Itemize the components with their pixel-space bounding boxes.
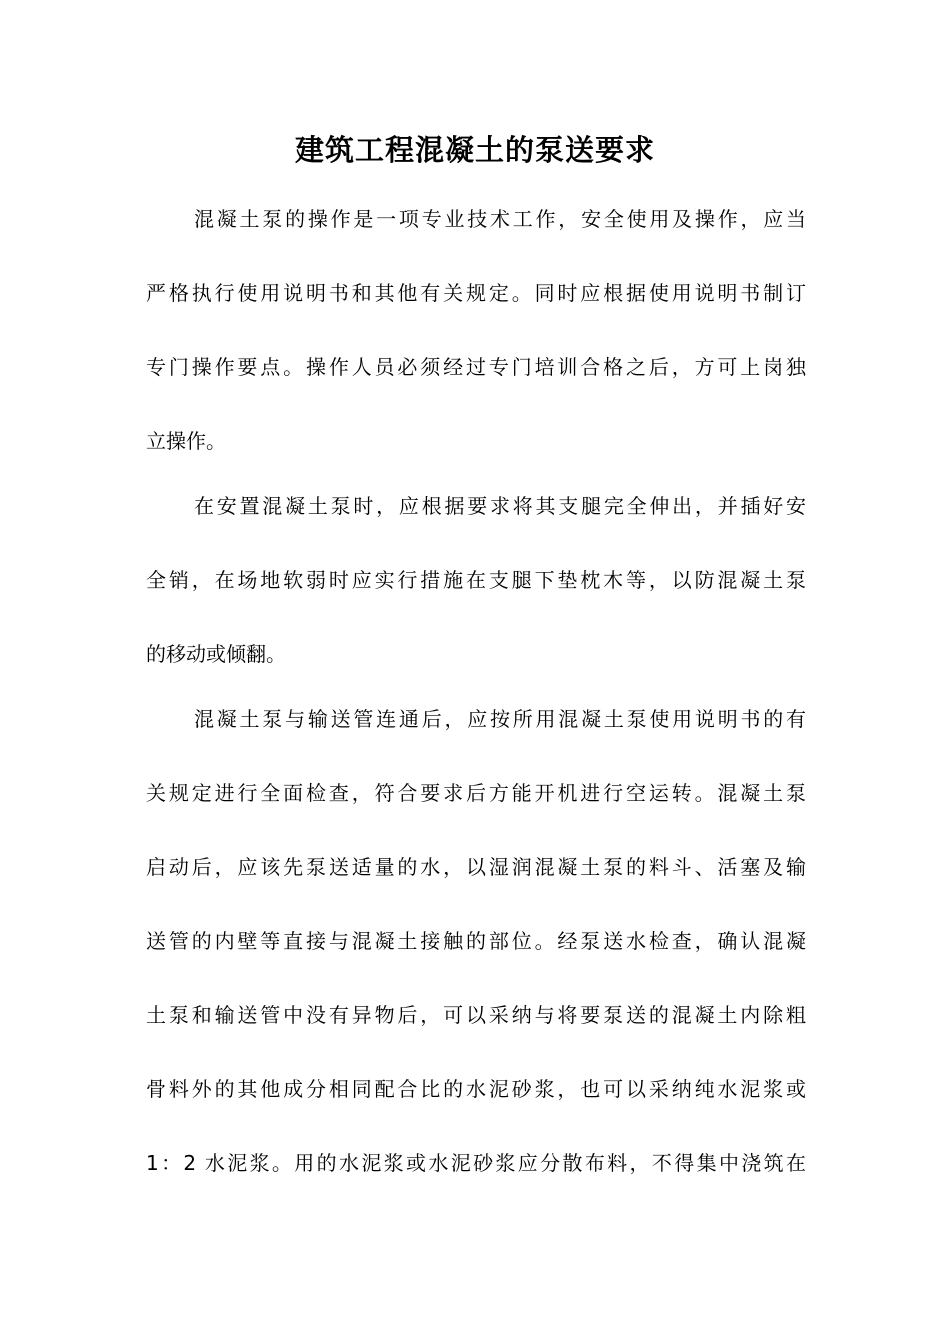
paragraph-3-line-7: 1：2 水泥浆。用的水泥浆或水泥砂浆应分散布料，不得集中浇筑在	[146, 1151, 806, 1175]
paragraph-2-line-1: 在安置混凝土泵时，应根据要求将其支腿完全伸出，并插好安	[194, 494, 806, 518]
paragraph-1-line-3: 专门操作要点。操作人员必须经过专门培训合格之后，方可上岗独	[146, 355, 806, 379]
paragraph-2-line-2: 全销，在场地软弱时应实行措施在支腿下垫枕木等，以防混凝土泵	[146, 568, 806, 592]
paragraph-3-line-5: 土泵和输送管中没有异物后，可以采纳与将要泵送的混凝土内除粗	[146, 1003, 806, 1027]
paragraph-3-line-4: 送管的内壁等直接与混凝土接触的部位。经泵送水检查，确认混凝	[146, 929, 806, 953]
paragraph-3-line-6: 骨料外的其他成分相同配合比的水泥砂浆，也可以采纳纯水泥浆或	[146, 1077, 806, 1101]
paragraph-2-line-3: 的移动或倾翻。	[146, 642, 286, 666]
paragraph-3-line-2: 关规定进行全面检查，符合要求后方能开机进行空运转。混凝土泵	[146, 781, 806, 805]
paragraph-1-line-4: 立操作。	[146, 429, 226, 453]
document-title: 建筑工程混凝土的泵送要求	[294, 133, 655, 167]
paragraph-3-line-3: 启动后，应该先泵送适量的水，以湿润混凝土泵的料斗、活塞及输	[146, 855, 806, 879]
paragraph-1-line-1: 混凝土泵的操作是一项专业技术工作，安全使用及操作，应当	[194, 207, 806, 231]
paragraph-3-line-1: 混凝土泵与输送管连通后，应按所用混凝土泵使用说明书的有	[194, 707, 806, 731]
paragraph-1-line-2: 严格执行使用说明书和其他有关规定。同时应根据使用说明书制订	[146, 281, 806, 305]
